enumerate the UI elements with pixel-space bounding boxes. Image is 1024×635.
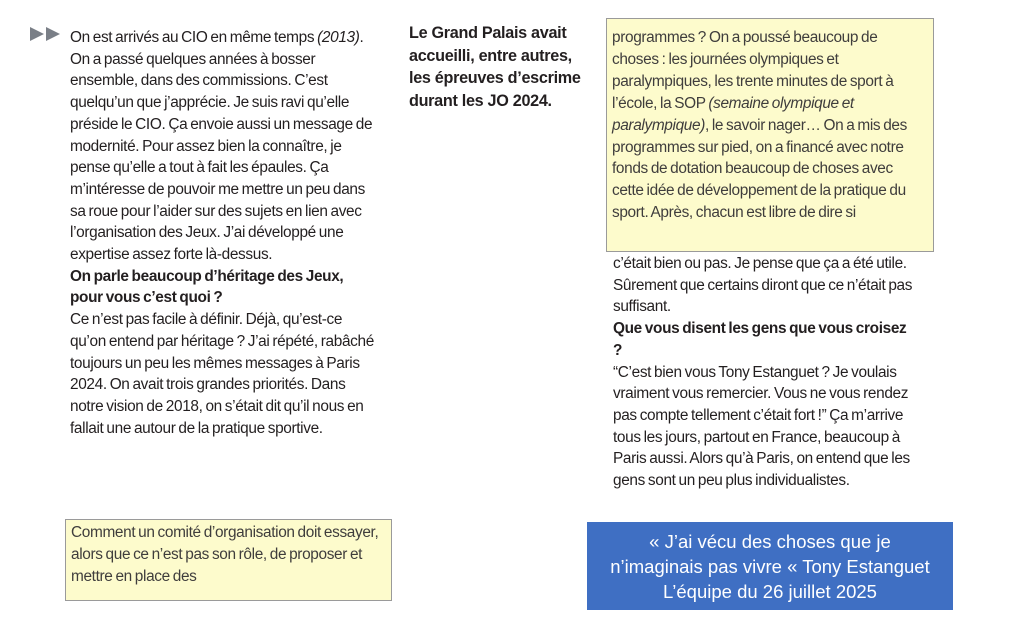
paragraph-heritage: Ce n’est pas facile à définir. Déjà, qu’est-ce qu’on entend par héritage ? J’ai répété, rabâché toujours un peu les mêmes messages à Paris 2024. On avait trois grandes priorités. Dans notre vision de 2018, on s’était dit qu’il nous en fallait une autour de la pratique sportive. bbox=[70, 311, 374, 437]
question-heritage: On parle beaucoup d’héritage des Jeux, pour vous c’est quoi ? bbox=[70, 267, 344, 307]
paragraph-cio: On est arrivés au CIO en même temps (2013). On a passé quelques années à bosser ensemble, dans des commissions. C’est quelqu’un que j’apprécie. Je suis ravi qu’elle préside le CIO. Ça envoie aussi un message de modernité. Pour assez bien la connaître, je pense qu’elle a tout à fait les épaules. Ça m’intéresse de pouvoir me mettre un peu dans sa roue pour l’aider sur des sujets en lien avec l’organisation des Jeux. J’ai développé une expertise assez forte là-dessus. bbox=[70, 29, 373, 264]
photo-caption: Le Grand Palais avait accueilli, entre autres, les épreuves d’escrime durant les JO 2024. bbox=[409, 24, 581, 110]
quote-line-2: n’imaginais pas vivre « Tony Estanguet bbox=[610, 555, 930, 577]
paragraph-utility: c’était bien ou pas. Je pense que ça a été utile. Sûrement que certains diront que ce n’était pas suffisant. bbox=[613, 255, 913, 316]
right-article-column bbox=[613, 253, 913, 492]
highlighted-passage-left: Comment un comité d’organisation doit essayer, alors que ce n’est pas son rôle, de proposer et mettre en place des bbox=[65, 519, 392, 601]
highlighted-passage-right: programmes ? On a poussé beaucoup de choses : les journées olympiques et paralympiques, les trente minutes de sport à l’école, la SOP (semaine olympique et paralympique), le savoir nager… On a mis des programmes sur pied, on a financé avec notre fonds de dotation beaucoup de choses avec cette idée de développement de la pratique du sport. Après, chacun est libre de dire si bbox=[606, 18, 934, 252]
question-people: Que vous disent les gens que vous croisez ? bbox=[613, 320, 907, 359]
double-arrow-right-icon bbox=[30, 26, 66, 42]
left-article-column bbox=[70, 27, 375, 439]
paragraph-people: “C’est bien vous Tony Estanguet ? Je voulais vraiment vous remercier. Vous ne vous rendez pas compte tellement c’était fort !” Ça m’arrive tous les jours, partout en France, beaucoup à Paris aussi. Alors qu’à Paris, on entend que les gens sont un peu plus individualistes. bbox=[613, 363, 910, 490]
pull-quote-box bbox=[587, 522, 953, 610]
quote-line-1: « J’ai vécu des choses que je bbox=[649, 531, 891, 552]
quote-source: L’équipe du 26 juillet 2025 bbox=[663, 580, 877, 602]
